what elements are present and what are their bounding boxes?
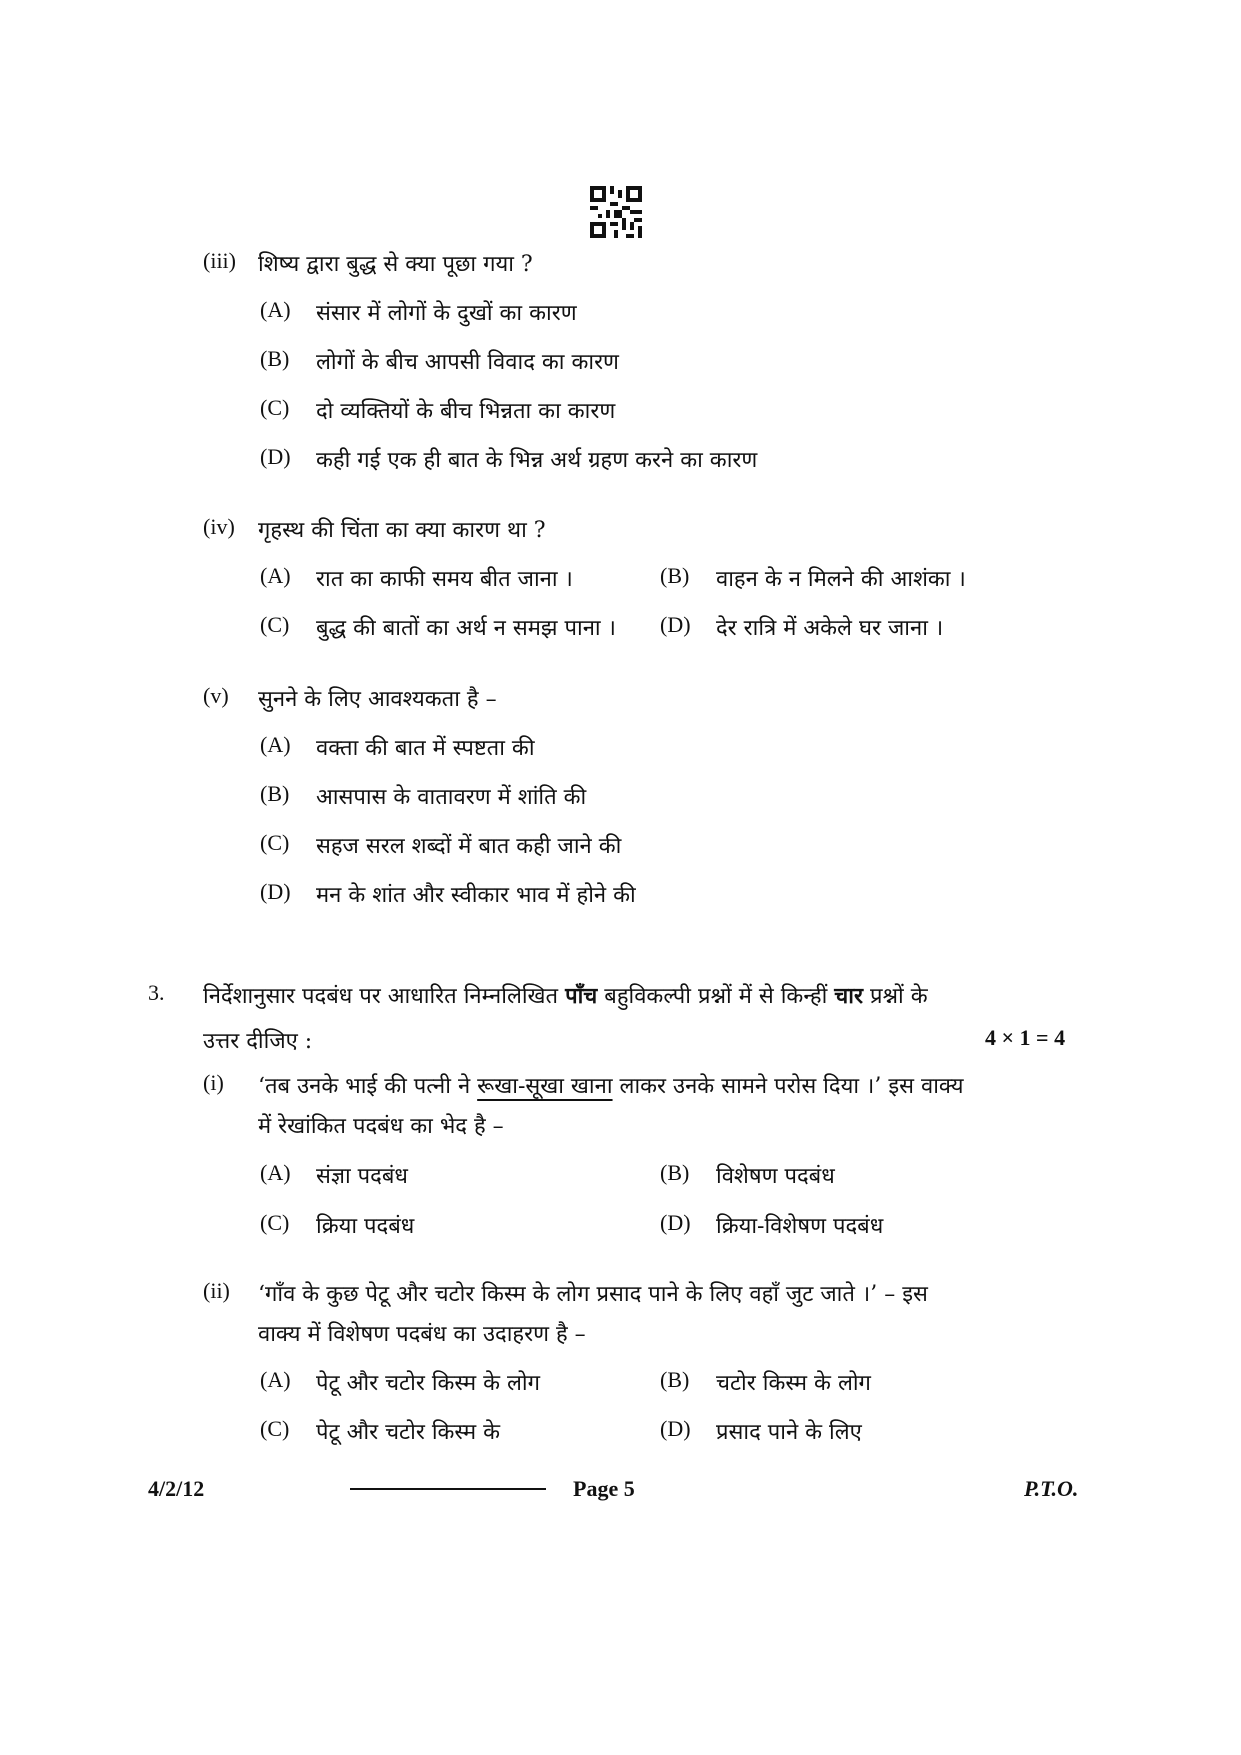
question-3-intro: निर्देशानुसार पदबंध पर आधारित निम्नलिखित पाँच बहुविकल्पी प्रश्नों में से किन्हीं चार प्रश्नों के <box>203 983 928 1009</box>
option-label: (C) <box>260 1416 290 1441</box>
option-label: (D) <box>660 1210 691 1235</box>
option-text: पेटू और चटोर किस्म के <box>316 1420 501 1445</box>
option-text: चटोर किस्म के लोग <box>716 1371 871 1396</box>
option-text: क्रिया-विशेषण पदबंध <box>716 1214 884 1239</box>
question-v-text: सुनने के लिए आवश्यकता है – <box>258 687 497 712</box>
question-iv-label: (iv) <box>203 514 235 539</box>
option-text: दो व्यक्तियों के बीच भिन्नता का कारण <box>316 399 616 424</box>
option-label: (A) <box>260 563 291 588</box>
question-3-i-line2: में रेखांकित पदबंध का भेद है – <box>258 1114 504 1139</box>
option-text: विशेषण पदबंध <box>716 1164 835 1189</box>
option-text: मन के शांत और स्वीकार भाव में होने की <box>316 883 636 908</box>
question-3-i-label: (i) <box>203 1070 224 1095</box>
paper-code: 4/2/12 <box>148 1476 205 1501</box>
question-3-ii-text: ‘गाँव के कुछ पेटू और चटोर किस्म के लोग प्रसाद पाने के लिए वहाँ जुट जाते ।’ – इस <box>258 1282 928 1307</box>
option-text: संसार में लोगों के दुखों का कारण <box>316 301 577 326</box>
question-3-ii-label: (ii) <box>203 1278 230 1303</box>
underlined-phrase: रूखा-सूखा खाना <box>477 1074 613 1099</box>
option-label: (C) <box>260 1210 290 1235</box>
option-label: (B) <box>260 346 290 371</box>
question-3-ii-line2: वाक्य में विशेषण पदबंध का उदाहरण है – <box>258 1322 586 1347</box>
option-text: प्रसाद पाने के लिए <box>716 1420 862 1445</box>
option-label: (B) <box>660 563 690 588</box>
question-3-intro-line2: उत्तर दीजिए : <box>203 1029 313 1054</box>
option-text: देर रात्रि में अकेले घर जाना । <box>716 616 944 641</box>
option-text: लोगों के बीच आपसी विवाद का कारण <box>316 350 619 375</box>
option-label: (C) <box>260 830 290 855</box>
option-text: सहज सरल शब्दों में बात कही जाने की <box>316 834 622 859</box>
option-label: (D) <box>260 879 291 904</box>
marks: 4 × 1 = 4 <box>985 1025 1066 1050</box>
question-iv-text: गृहस्थ की चिंता का क्या कारण था ? <box>258 518 546 543</box>
question-iii-text: शिष्य द्वारा बुद्ध से क्या पूछा गया ? <box>258 252 533 277</box>
option-text: वक्ता की बात में स्पष्टता की <box>316 736 535 761</box>
question-v-label: (v) <box>203 683 229 708</box>
footer-rule <box>350 1488 546 1490</box>
option-label: (D) <box>660 612 691 637</box>
option-text: कही गई एक ही बात के भिन्न अर्थ ग्रहण करने का कारण <box>316 448 758 473</box>
option-text: बुद्ध की बातों का अर्थ न समझ पाना । <box>316 616 616 641</box>
option-text: पेटू और चटोर किस्म के लोग <box>316 1371 541 1396</box>
qr-code <box>590 186 642 238</box>
option-text: रात का काफी समय बीत जाना । <box>316 567 573 592</box>
question-3-i-text: ‘तब उनके भाई की पत्नी ने रूखा-सूखा खाना लाकर उनके सामने परोस दिया ।’ इस वाक्य <box>258 1074 964 1099</box>
option-label: (B) <box>260 781 290 806</box>
option-label: (A) <box>260 732 291 757</box>
option-text: संज्ञा पदबंध <box>316 1164 408 1189</box>
option-label: (A) <box>260 297 291 322</box>
option-label: (A) <box>260 1160 291 1185</box>
option-label: (B) <box>660 1367 690 1392</box>
question-3-number: 3. <box>148 980 165 1005</box>
option-label: (A) <box>260 1367 291 1392</box>
option-label: (C) <box>260 395 290 420</box>
page-number: Page 5 <box>573 1476 635 1501</box>
option-label: (C) <box>260 612 290 637</box>
option-label: (D) <box>260 444 291 469</box>
pto-label: P.T.O. <box>1024 1476 1079 1501</box>
question-iii-label: (iii) <box>203 248 236 273</box>
option-label: (D) <box>660 1416 691 1441</box>
option-text: क्रिया पदबंध <box>316 1214 415 1239</box>
option-text: आसपास के वातावरण में शांति की <box>316 785 587 810</box>
option-label: (B) <box>660 1160 690 1185</box>
option-text: वाहन के न मिलने की आशंका । <box>716 567 966 592</box>
